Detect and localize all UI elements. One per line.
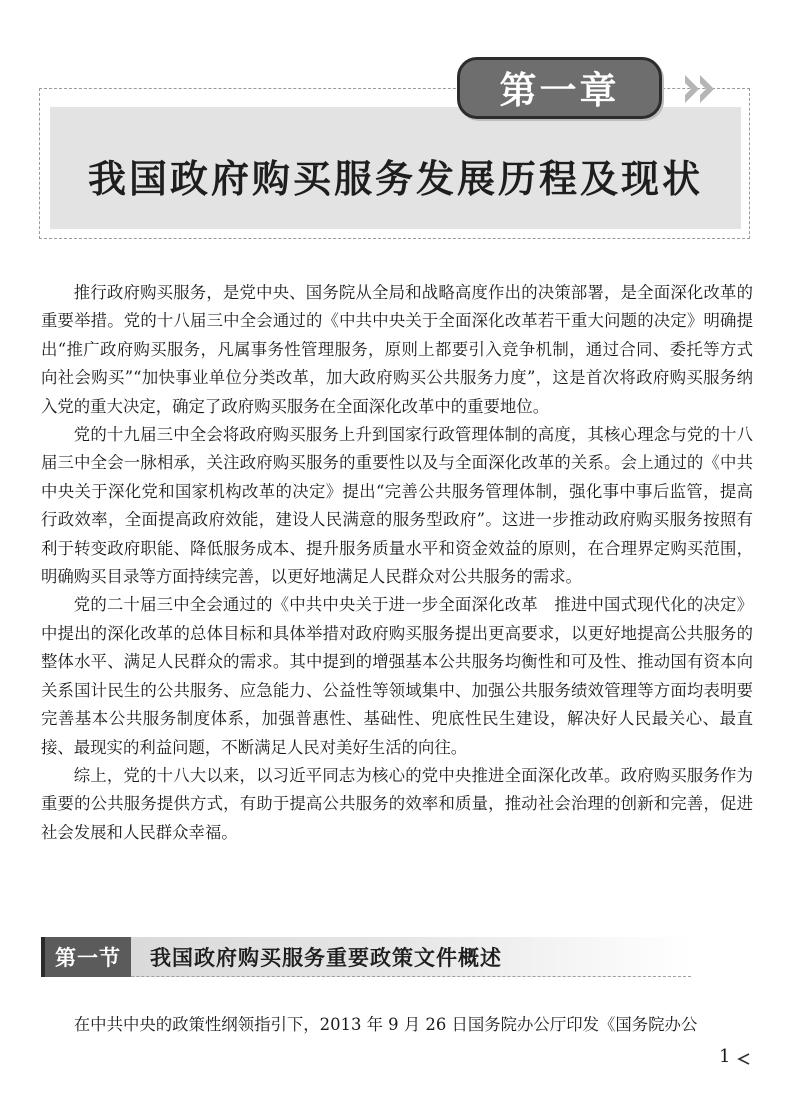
- paragraph: 推行政府购买服务，是党中央、国务院从全局和战略高度作出的决策部署，是全面深化改革的重要举措。党的十八届三中全会通过的《中共中央关于全面深化改革若干重大问题的决定》明确提出“推广政府购买服务，凡属事务性管理服务，原则上都要引入竞争机制，通过合同、委托等方式向社会购买”“加快事业单位分类改革，加大政府购买公共服务力度”，这是首次将政府购买服务纳入党的重大决定，确定了政府购买服务在全面深化改革中的重要地位。: [41, 283, 753, 416]
- chevron-left-icon: [737, 1053, 751, 1065]
- section-label: 第一节: [55, 946, 121, 970]
- double-chevron-right-icon: [683, 72, 723, 106]
- paragraph: 党的二十届三中全会通过的《中共中央关于进一步全面深化改革 推进中国式现代化的决定》中提出的深化改革的总体目标和具体举措对政府购买服务提出更高要求，以更好地提高公共服务的整体水平、满足人民群众的需求。其中提到的增强基本公共服务均衡性和可及性、推动国有资本向关系国计民生的公共服务、应急能力、公益性等领域集中、加强公共服务绩效管理等方面均表明要完善基本公共服务制度体系，加强普惠性、基础性、兜底性民生建设，解决好人民最关心、最直接、最现实的利益问题，不断满足人民对美好生活的向往。: [41, 595, 753, 757]
- paragraph: 综上，党的十八大以来，以习近平同志为核心的党中央推进全面深化改革。政府购买服务作为重要的公共服务提供方式，有助于提高公共服务的效率和质量，推动社会治理的创新和完善，促进社会发展和人民群众幸福。: [41, 765, 753, 842]
- chapter-label-tab: [457, 57, 662, 119]
- body-text: [41, 279, 753, 847]
- chapter-label: 第一章: [499, 69, 620, 112]
- section-first-line: 在中共中央的政策性纲领指引下，2013 年 9 月 26 日国务院办公厅印发《国务院办公: [73, 1015, 698, 1034]
- section-label-tab: [41, 937, 131, 977]
- section-title: 我国政府购买服务重要政策文件概述: [150, 946, 502, 970]
- chapter-title: 我国政府购买服务发展历程及现状: [87, 157, 703, 201]
- page-number: 1: [719, 1046, 731, 1067]
- paragraph: 党的十九届三中全会将政府购买服务上升到国家行政管理体制的高度，其核心理念与党的十八届三中全会一脉相承，关注政府购买服务的重要性以及与全面深化改革的关系。会上通过的《中共中央关于深化党和国家机构改革的决定》提出“完善公共服务管理体制，强化事中事后监管，提高行政效率，全面提高政府效能，建设人民满意的服务型政府”。这进一步推动政府购买服务按照有利于转变政府职能、降低服务成本、提升服务质量水平和资金效益的原则，在合理界定购买范围，明确购买目录等方面持续完善，以更好地满足人民群众对公共服务的需求。: [41, 425, 753, 587]
